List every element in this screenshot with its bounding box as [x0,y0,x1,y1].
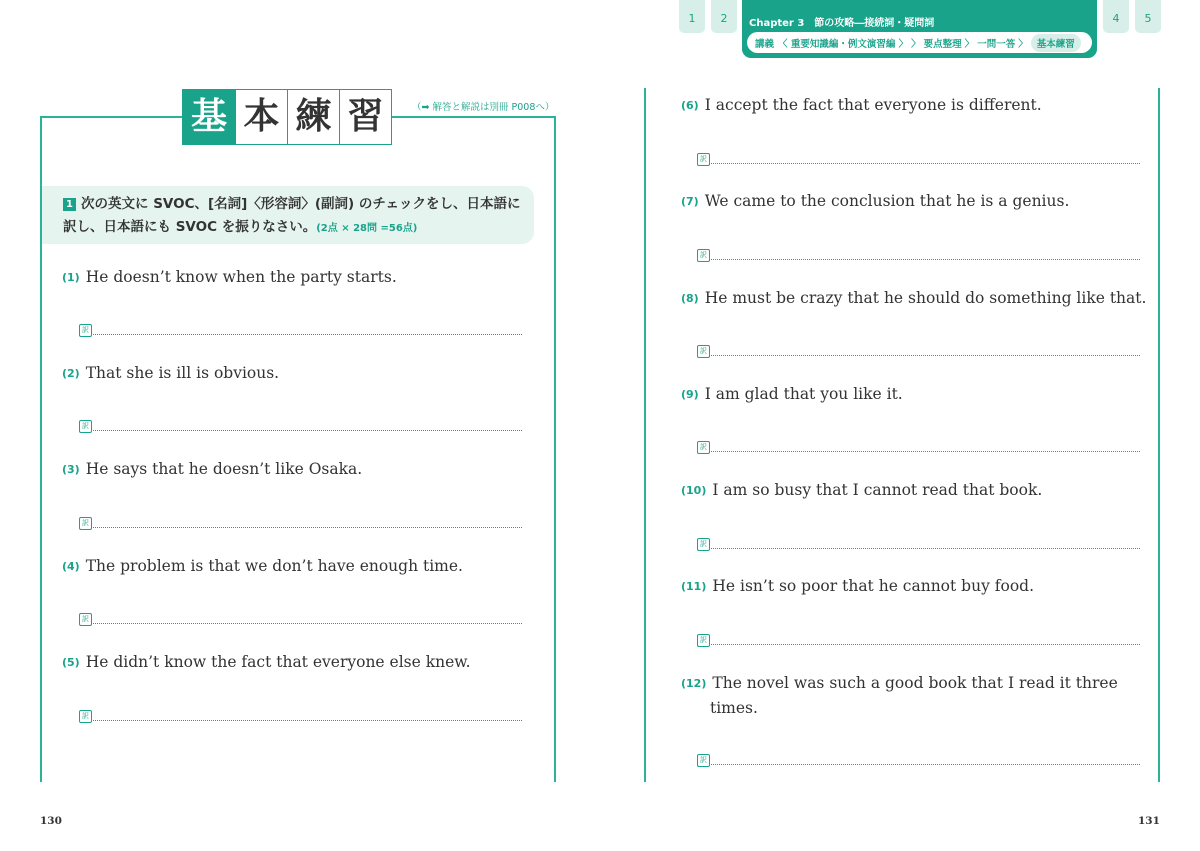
dotted-line [711,163,1140,164]
answer-line-7[interactable] [697,249,1140,263]
question-number: (3) [62,463,80,476]
crumb-separator-icon: 〉 [1018,38,1028,50]
crumb-basic-practice[interactable]: 基本練習 [1031,34,1081,52]
question-text: He says that he doesn’t like Osaka. [85,460,363,478]
chapter-tab-5[interactable]: 5 [1135,0,1161,33]
right-frame-left [644,88,646,782]
translation-mark-icon: 訳 [697,441,710,454]
answer-line-6[interactable] [697,153,1140,167]
instruction-line1: 次の英文に SVOC、[名詞]〈形容詞〉(副詞) のチェックをし、日本語に [81,196,521,212]
question-number: (10) [681,484,707,497]
question-9 [681,382,903,407]
question-text: We came to the conclusion that he is a genius. [704,192,1070,210]
translation-mark-icon: 訳 [79,324,92,337]
dotted-line [711,451,1140,452]
dotted-line [711,259,1140,260]
dotted-line [93,334,522,335]
question-text: I am glad that you like it. [704,385,903,403]
page-number-right: 131 [1138,815,1160,827]
answer-line-12[interactable] [697,754,1140,768]
translation-mark-icon: 訳 [79,710,92,723]
title-char: 本 [235,90,287,144]
question-8 [681,286,1146,311]
answer-line-2[interactable] [79,420,522,434]
left-frame-right [554,116,556,782]
question-text: He isn’t so poor that he cannot buy food. [712,577,1035,595]
answer-line-5[interactable] [79,710,522,724]
chapter-header [742,0,1097,58]
crumb-qa[interactable]: 一問一答 [977,38,1016,50]
instruction-number: 1 [63,198,76,211]
title-char: 基 [183,90,235,144]
question-11 [681,574,1034,599]
question-10 [681,478,1042,503]
dotted-line [711,764,1140,765]
crumb-separator-icon: 〉 [964,38,975,50]
translation-mark-icon: 訳 [79,613,92,626]
chapter-tab-2[interactable]: 2 [711,0,737,33]
dotted-line [93,527,522,528]
dotted-line [93,430,522,431]
dotted-line [93,623,522,624]
question-text: He didn’t know the fact that everyone else knew. [85,653,471,671]
translation-mark-icon: 訳 [697,345,710,358]
question-number: (8) [681,292,699,305]
crumb-knowledge[interactable]: 〈 重要知識編・例文演習編 〉 [778,38,909,50]
question-number: (1) [62,271,80,284]
answer-line-9[interactable] [697,441,1140,455]
chapter-tab-1[interactable]: 1 [679,0,705,33]
answer-line-3[interactable] [79,517,522,531]
question-text: He doesn’t know when the party starts. [85,268,397,286]
question-3 [62,457,362,482]
question-number: (4) [62,560,80,573]
dotted-line [711,355,1140,356]
translation-mark-icon: 訳 [697,249,710,262]
answer-line-8[interactable] [697,345,1140,359]
translation-mark-icon: 訳 [79,420,92,433]
crumb-lecture[interactable]: 講義 [755,38,775,50]
answer-line-4[interactable] [79,613,522,627]
translation-mark-icon: 訳 [697,153,710,166]
title-char: 習 [339,90,391,144]
translation-mark-icon: 訳 [697,634,710,647]
translation-mark-icon: 訳 [697,538,710,551]
question-text: I accept the fact that everyone is different. [704,96,1042,114]
left-frame-top-left [40,116,182,118]
question-4 [62,554,463,579]
dotted-line [93,720,522,721]
question-number: (9) [681,388,699,401]
right-frame-right [1158,88,1160,782]
question-text: The problem is that we don’t have enough time. [85,557,463,575]
question-number: (11) [681,580,707,593]
question-number: (12) [681,677,707,690]
question-text: That she is ill is obvious. [85,364,280,382]
question-number: (6) [681,99,699,112]
title-char: 練 [287,90,339,144]
translation-mark-icon: 訳 [697,754,710,767]
page-title [182,89,392,145]
question-number: (5) [62,656,80,669]
answer-line-10[interactable] [697,538,1140,552]
question-12 [681,671,1146,720]
translation-mark-icon: 訳 [79,517,92,530]
instruction-box [42,186,534,244]
question-number: (2) [62,367,80,380]
question-1 [62,265,397,290]
crumb-summary[interactable]: 要点整理 [923,38,962,50]
question-7 [681,189,1069,214]
answer-reference: （➡ 解答と解説は別冊 P008へ） [412,102,555,113]
answer-line-11[interactable] [697,634,1140,648]
chapter-title: Chapter 3 節の攻略―接続詞・疑問詞 [749,18,935,29]
page-number-left: 130 [40,815,62,827]
answer-line-1[interactable] [79,324,522,338]
question-5 [62,650,471,675]
question-text: I am so busy that I cannot read that book. [712,481,1043,499]
question-2 [62,361,279,386]
question-text: He must be crazy that he should do something like that. [704,289,1147,307]
question-6 [681,93,1042,118]
dotted-line [711,548,1140,549]
dotted-line [711,644,1140,645]
score-note: (2点 × 28問 =56点) [316,223,418,234]
question-text: The novel was such a good book that I read it three [712,674,1118,692]
instruction-line2: 訳し、日本語にも SVOC を振りなさい。 [63,219,317,235]
breadcrumb [747,32,1092,53]
question-text-continued: times. [710,699,758,717]
question-number: (7) [681,195,699,208]
crumb-separator-icon: 〉 [911,38,921,50]
left-frame-top-right [392,116,555,118]
chapter-tab-4[interactable]: 4 [1103,0,1129,33]
